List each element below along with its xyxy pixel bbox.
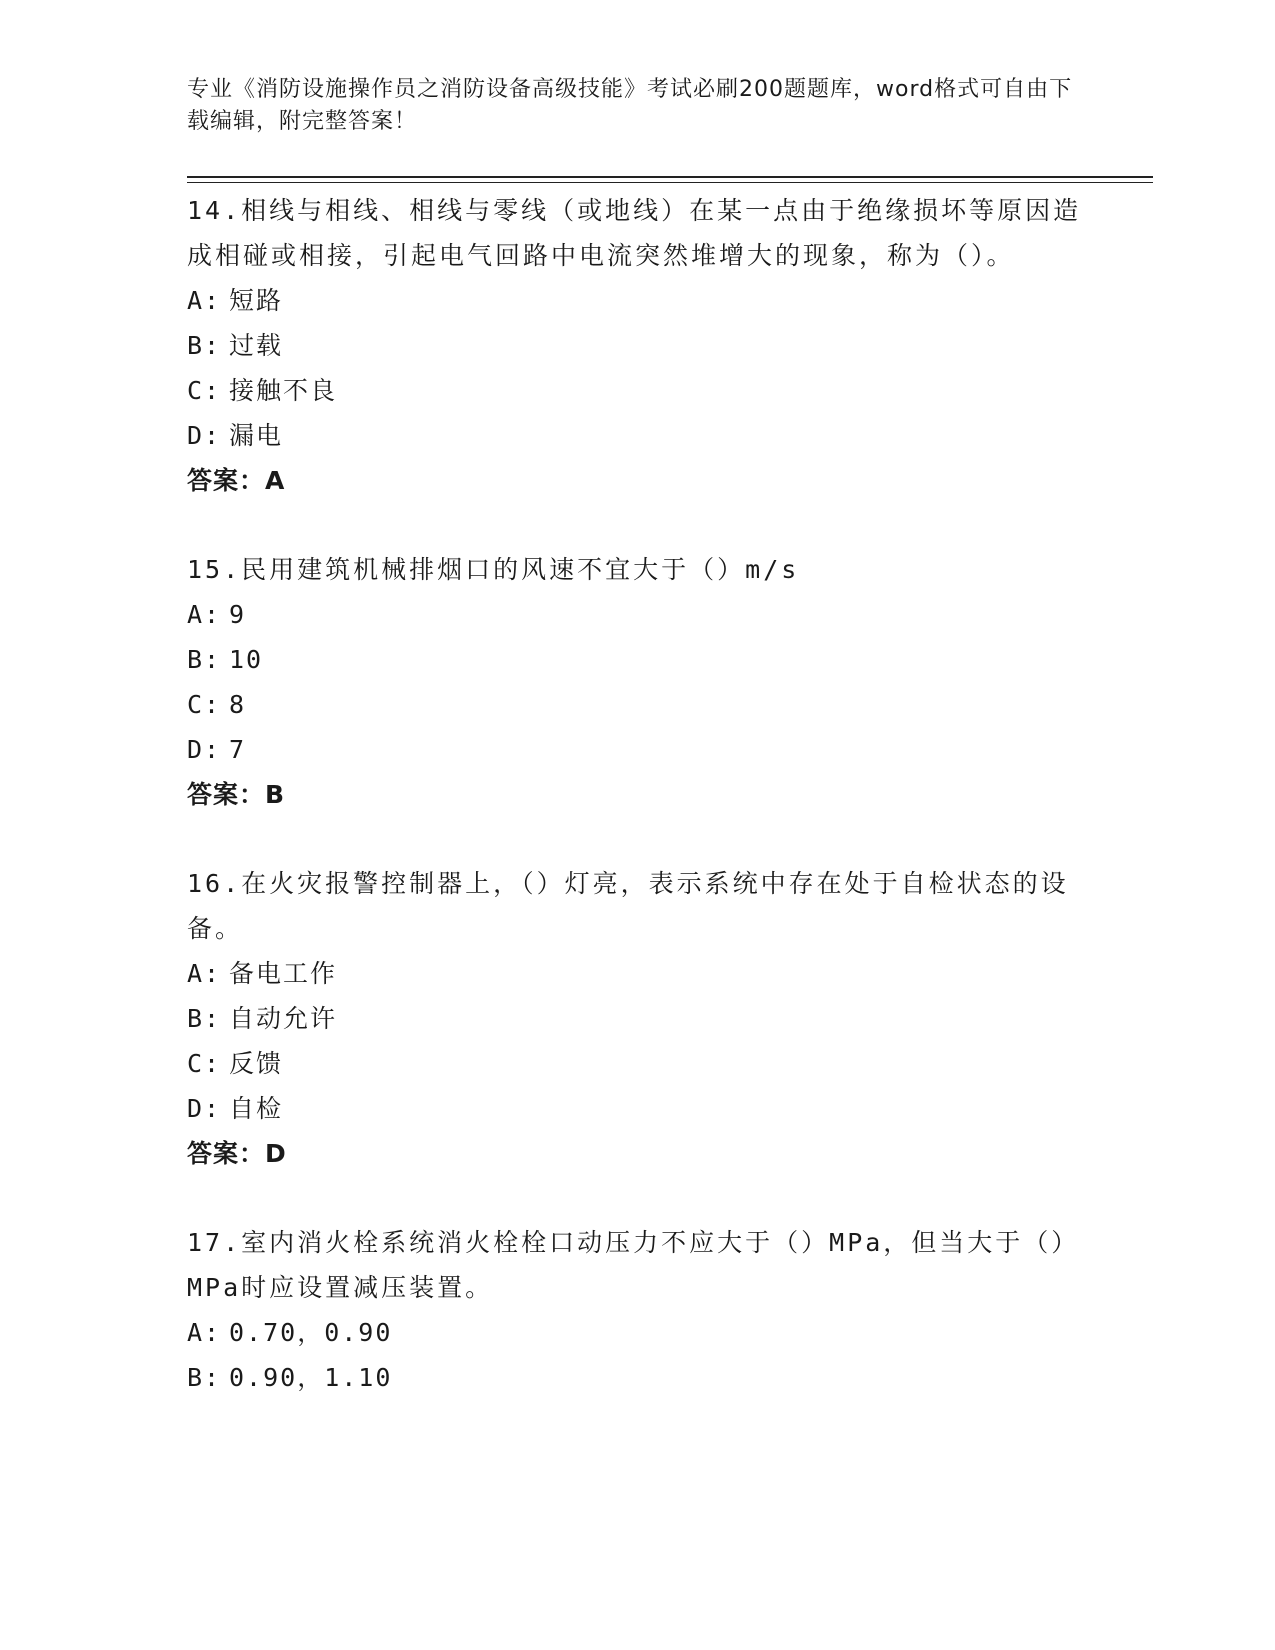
question-stem: 15.民用建筑机械排烟口的风速不宜大于（）m/s [187, 555, 800, 584]
document-header [187, 74, 1087, 138]
option-key: C: [187, 1049, 222, 1078]
option-key: C: [187, 376, 222, 405]
option-d [187, 1086, 1087, 1131]
option-b [187, 323, 1087, 368]
answer-line: 答案：B [187, 780, 286, 809]
option-key: B: [187, 645, 222, 674]
option-text: 备电工作 [229, 959, 338, 988]
question-17 [187, 1220, 1087, 1400]
header-divider-thick [187, 176, 1153, 178]
option-key: A: [187, 286, 222, 315]
option-key: D: [187, 735, 222, 764]
option-key: D: [187, 1094, 222, 1123]
option-b [187, 1355, 1087, 1400]
header-text: 专业《消防设施操作员之消防设备高级技能》考试必刷200题题库，word格式可自由下载编辑，附完整答案！ [187, 77, 1073, 134]
option-key: A: [187, 959, 222, 988]
question-15 [187, 547, 1087, 817]
answer-line: 答案：D [187, 1139, 287, 1168]
option-d [187, 413, 1087, 458]
question-stem: 14.相线与相线、相线与零线（或地线）在某一点由于绝缘损坏等原因造成相碰或相接，引起电气回路中电流突然堆增大的现象，称为（）。 [187, 196, 1082, 270]
option-text: 短路 [229, 286, 284, 315]
option-c [187, 682, 1087, 727]
question-16 [187, 861, 1087, 1176]
option-text: 10 [229, 645, 264, 674]
option-text: 过载 [229, 331, 284, 360]
answer-line: 答案：A [187, 466, 286, 495]
option-b [187, 637, 1087, 682]
option-c [187, 1041, 1087, 1086]
option-text: 反馈 [229, 1049, 284, 1078]
question-stem: 16.在火灾报警控制器上，（）灯亮，表示系统中存在处于自检状态的设备。 [187, 869, 1069, 943]
option-text: 0.70，0.90 [229, 1318, 393, 1347]
option-key: B: [187, 1363, 222, 1392]
option-b [187, 996, 1087, 1041]
option-text: 9 [229, 600, 247, 629]
option-a [187, 278, 1087, 323]
option-a [187, 951, 1087, 996]
option-key: B: [187, 1004, 222, 1033]
option-text: 8 [229, 690, 247, 719]
header-divider-thin [187, 182, 1153, 183]
option-key: A: [187, 600, 222, 629]
question-list [187, 188, 1087, 1444]
option-text: 自检 [229, 1094, 284, 1123]
question-14 [187, 188, 1087, 503]
option-d [187, 727, 1087, 772]
option-key: B: [187, 331, 222, 360]
option-text: 接触不良 [229, 376, 338, 405]
option-a [187, 1310, 1087, 1355]
question-stem: 17.室内消火栓系统消火栓栓口动压力不应大于（）MPa，但当大于（）MPa时应设置减压装置。 [187, 1228, 1080, 1302]
option-c [187, 368, 1087, 413]
option-key: D: [187, 421, 222, 450]
option-text: 0.90，1.10 [229, 1363, 393, 1392]
option-text: 自动允许 [229, 1004, 338, 1033]
option-text: 7 [229, 735, 247, 764]
option-key: C: [187, 690, 222, 719]
option-key: A: [187, 1318, 222, 1347]
option-a [187, 592, 1087, 637]
option-text: 漏电 [229, 421, 284, 450]
